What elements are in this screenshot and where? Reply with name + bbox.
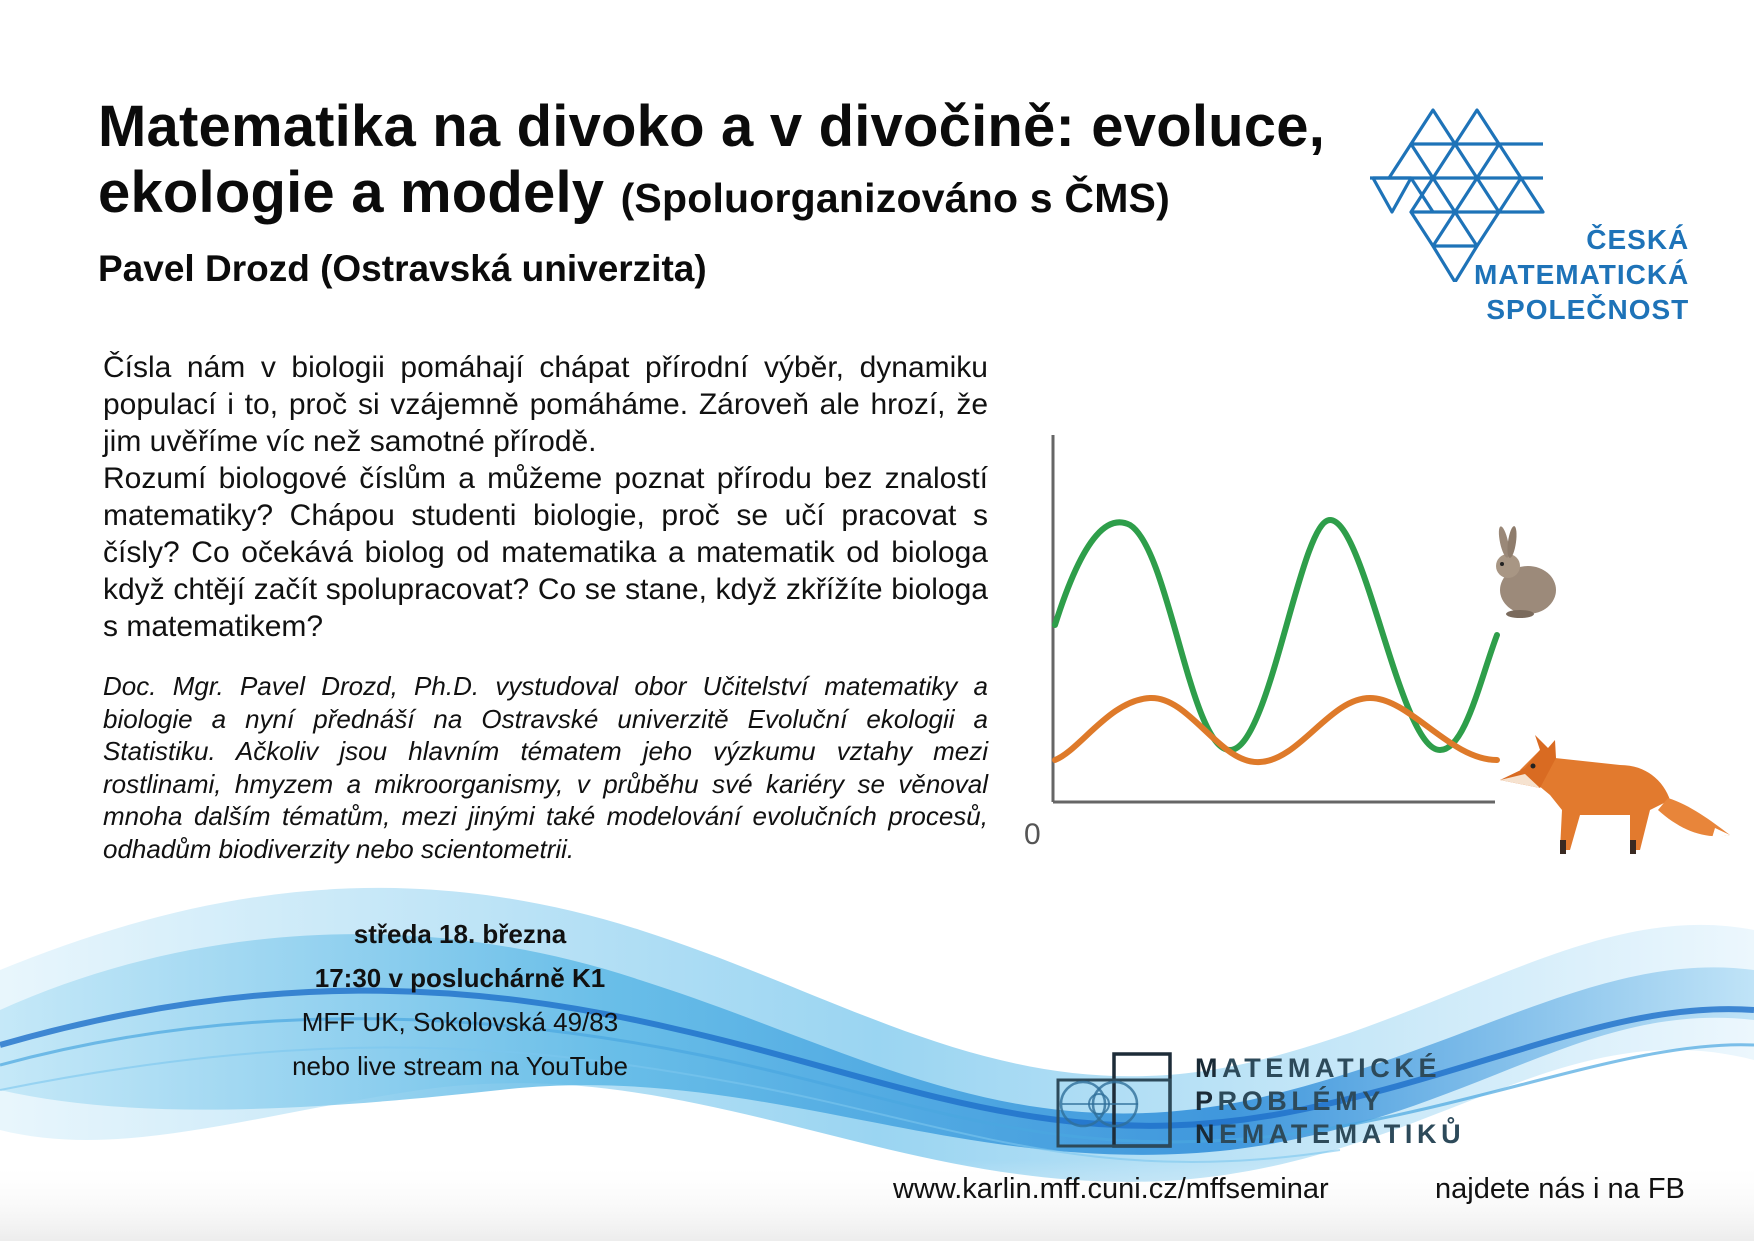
cms-line1: ČESKÁ [1586, 224, 1690, 255]
mpn-line1: MATEMATICKÉ [1195, 1053, 1442, 1083]
facebook-note: najdete nás i na FB [1435, 1173, 1685, 1205]
cms-logo-text [1474, 222, 1689, 327]
predator-prey-illustration [1010, 420, 1730, 860]
event-stream: nebo live stream na YouTube [292, 1051, 628, 1081]
mpn-logo-text [1195, 1052, 1465, 1151]
title-main: Matematika na divoko a v divočině: evoluce, ekologie a modely [98, 94, 1326, 225]
title-note: (Spoluorganizováno s ČMS) [620, 175, 1170, 221]
mpn-line2: PROBLÉMY [1195, 1086, 1385, 1116]
abstract-paragraph-1: Čísla nám v biologii pomáhají chápat přírodní výběr, dynamiku populací i to, proč si vzájemně pomáháme. Zároveň ale hrozí, že jim uvěříme víc než samotné přírodě. [103, 351, 988, 458]
event-address: MFF UK, Sokolovská 49/83 [301, 1007, 619, 1037]
origin-label: 0 [1024, 818, 1041, 851]
speaker-name: Pavel Drozd (Ostravská univerzita) [98, 248, 707, 289]
abstract [103, 349, 988, 645]
mpn-logo-icon [1056, 1052, 1176, 1150]
event-info [200, 912, 720, 1088]
fox-icon [1500, 735, 1730, 854]
rabbit-icon [1496, 526, 1556, 618]
cms-line3: SPOLEČNOST [1486, 294, 1690, 325]
predator-curve [1055, 698, 1497, 762]
cms-line2: MATEMATICKÁ [1474, 259, 1690, 290]
mpn-line3: NEMATEMATIKŮ [1195, 1119, 1466, 1149]
website-link[interactable]: www.karlin.mff.cuni.cz/mffseminar [893, 1173, 1329, 1205]
speaker-bio: Doc. Mgr. Pavel Drozd, Ph.D. vystudoval obor Učitelství matematiky a biologie a nyní přednáší na Ostravské univerzitě Evoluční ekologii a Statistiku. Ačkoliv jsou hlavním tématem jeho výzkumu vztahy mezi rostlinami, hmyzem a mikroorganismy, v průběhu své kariéry se věnoval mnoha dalším tématům, mezi jinými také modelování evolučních procesů, odhadům biodiverzity nebo scientometrii. [103, 671, 988, 864]
page-title [98, 94, 1358, 231]
event-date: středa 18. března [353, 919, 567, 949]
abstract-paragraph-2: Rozumí biologové číslům a můžeme poznat přírodu bez znalostí matematiky? Chápou studenti biologie, proč se učí pracovat s čísly? Co očekává biolog od matematika a matematik od biologa když chtějí začít spolupracovat? Co se stane, když zkřížíte biologa s matematikem? [103, 462, 988, 643]
prey-curve [1055, 520, 1497, 750]
event-time-place: 17:30 v posluchárně K1 [314, 963, 606, 993]
